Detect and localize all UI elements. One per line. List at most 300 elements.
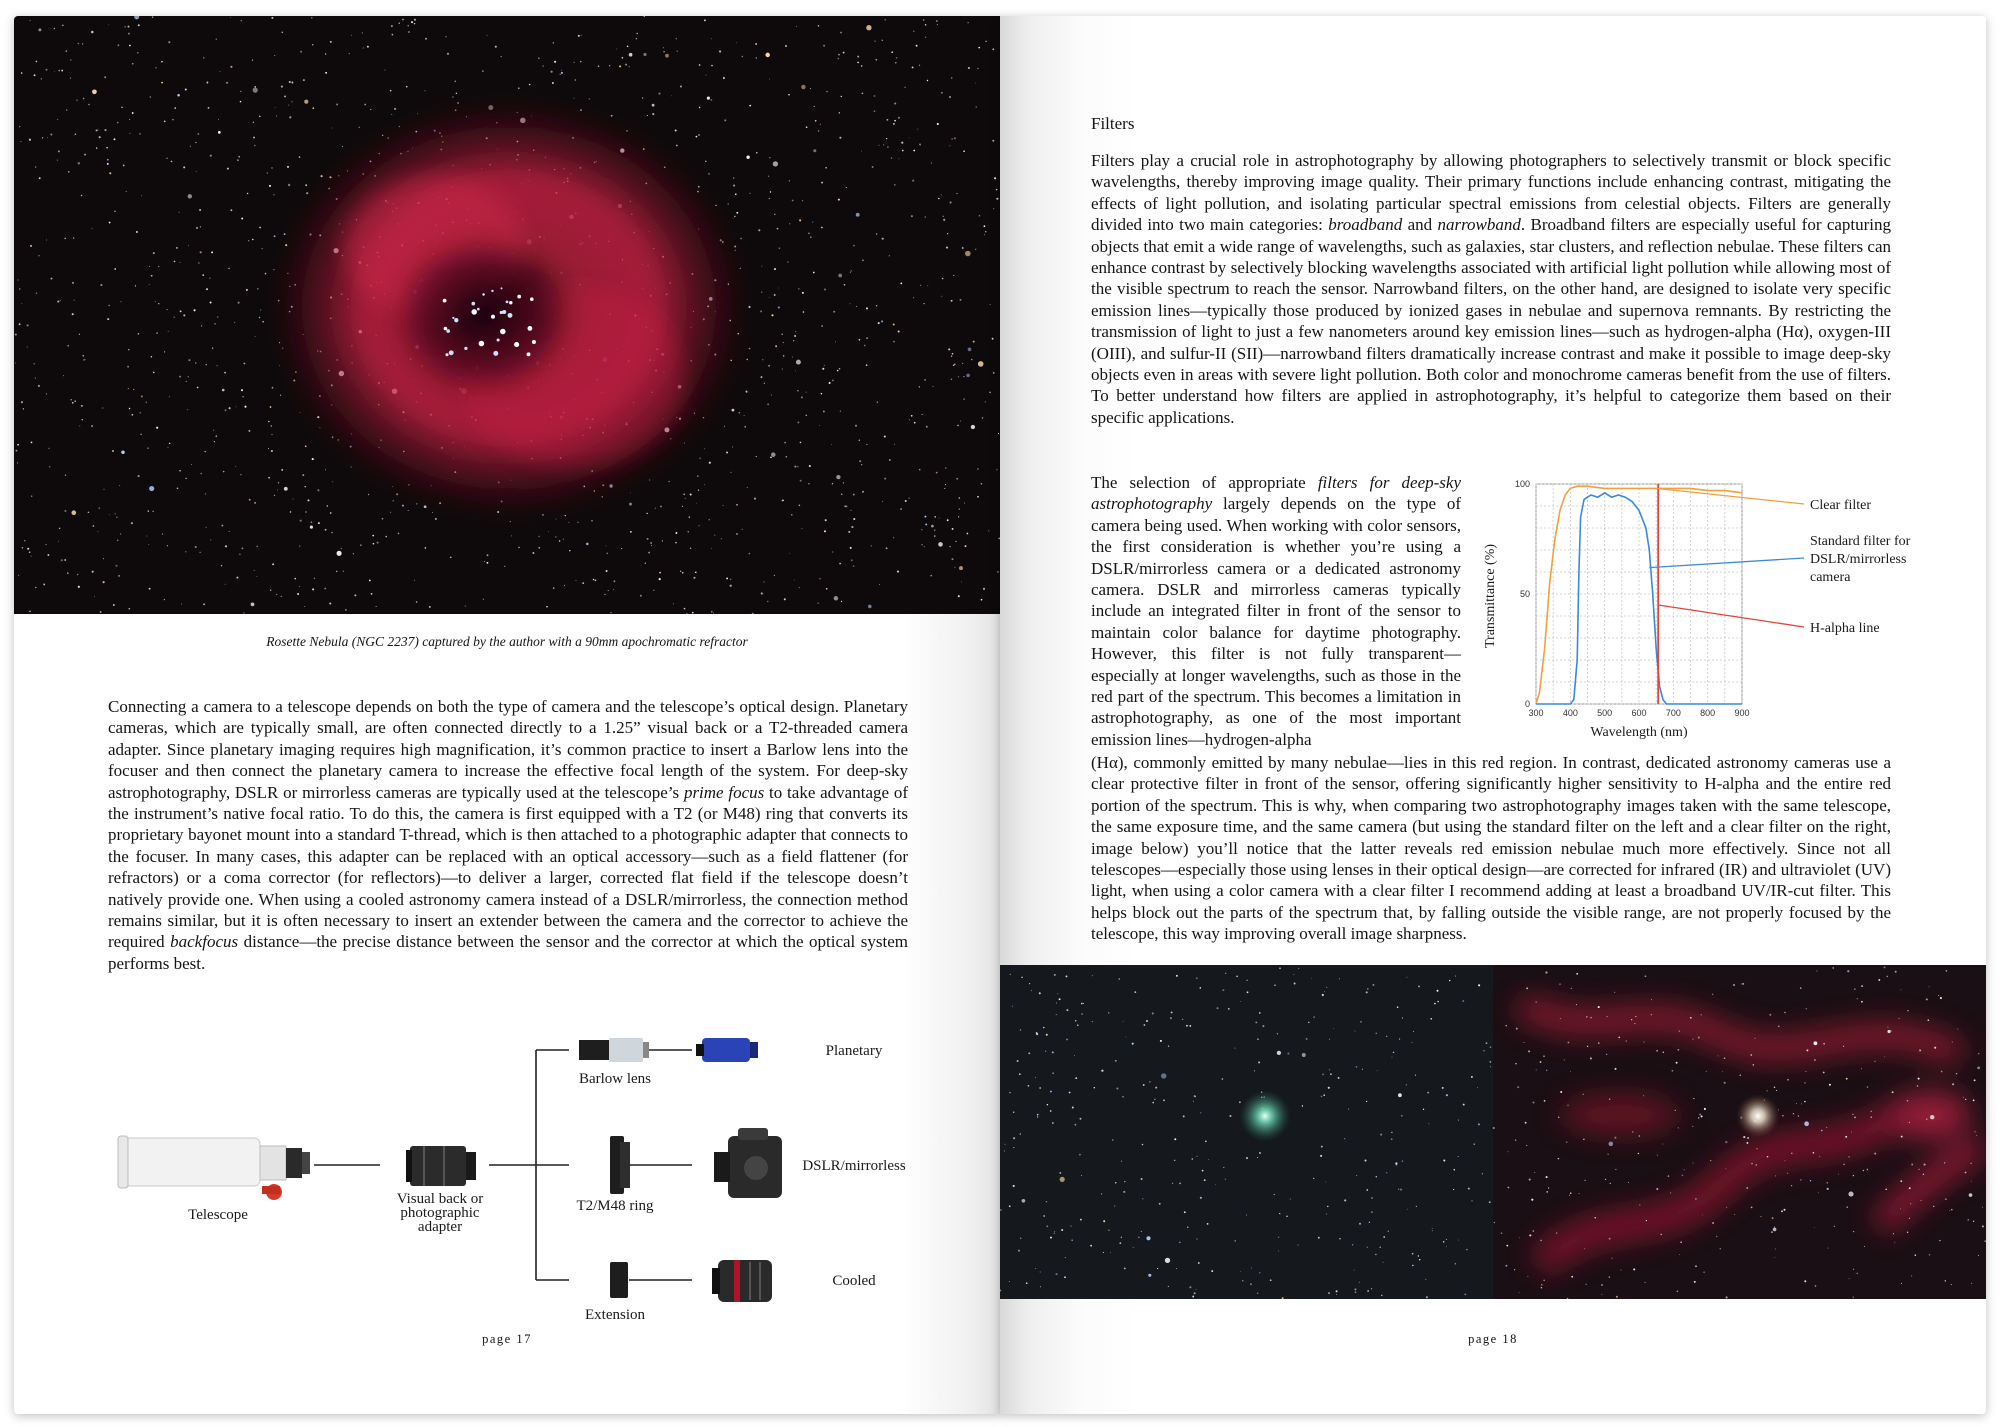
- star: [1302, 1105, 1303, 1106]
- star: [1678, 1127, 1679, 1128]
- star: [884, 19, 885, 20]
- star: [866, 25, 871, 30]
- star: [242, 396, 243, 397]
- star: [821, 182, 823, 184]
- star: [1344, 1199, 1346, 1201]
- star: [88, 511, 90, 513]
- star: [799, 587, 800, 588]
- star: [796, 26, 797, 27]
- star: [1921, 1200, 1922, 1201]
- star: [253, 122, 254, 123]
- star: [1075, 1077, 1077, 1079]
- star: [300, 520, 302, 522]
- star: [1055, 1273, 1057, 1275]
- star: [34, 74, 36, 76]
- legend-clear-filter: Clear filter: [1810, 498, 1872, 513]
- star: [1402, 1017, 1403, 1018]
- star: [1274, 985, 1275, 986]
- star: [862, 92, 864, 94]
- star: [1174, 1138, 1176, 1140]
- star: [148, 544, 149, 545]
- star: [99, 136, 101, 138]
- star: [700, 458, 701, 459]
- star: [709, 519, 710, 520]
- star: [857, 62, 859, 64]
- star: [273, 194, 274, 195]
- star: [1339, 1238, 1341, 1240]
- star: [70, 399, 71, 400]
- star: [200, 226, 201, 227]
- star: [22, 547, 23, 548]
- star: [188, 359, 190, 361]
- star: [882, 238, 884, 240]
- star: [1821, 1130, 1823, 1132]
- star: [900, 283, 902, 285]
- star: [1608, 1154, 1609, 1155]
- star: [959, 299, 961, 301]
- star: [1923, 1174, 1924, 1175]
- star: [709, 462, 711, 464]
- star: [1576, 973, 1578, 975]
- star: [29, 139, 31, 141]
- star: [1533, 1230, 1535, 1232]
- star: [838, 199, 840, 201]
- star: [169, 396, 170, 397]
- star: [1313, 1178, 1314, 1179]
- star: [254, 570, 255, 571]
- star: [1022, 1199, 1026, 1203]
- star: [1918, 1078, 1920, 1080]
- star: [734, 216, 735, 217]
- star: [825, 167, 827, 169]
- star: [91, 425, 93, 427]
- star: [770, 456, 772, 458]
- star: [83, 359, 84, 360]
- star: [1526, 1145, 1527, 1146]
- star: [952, 528, 954, 530]
- star: [950, 201, 952, 203]
- star: [1583, 1094, 1584, 1095]
- star: [1171, 1011, 1173, 1013]
- star: [650, 542, 652, 544]
- star: [128, 33, 130, 35]
- star: [1236, 975, 1238, 977]
- star: [161, 61, 163, 63]
- star: [934, 530, 935, 531]
- cooled-label: Cooled: [832, 1273, 876, 1289]
- star: [137, 52, 138, 53]
- star: [1274, 1194, 1275, 1195]
- star: [689, 516, 690, 517]
- star: [1616, 1296, 1618, 1298]
- star: [1750, 1054, 1752, 1056]
- cluster-star: [446, 329, 450, 333]
- star: [174, 261, 176, 263]
- star: [1286, 1215, 1288, 1217]
- star: [185, 88, 187, 90]
- star: [733, 177, 734, 178]
- star: [1329, 1069, 1330, 1070]
- star: [149, 588, 151, 590]
- star: [371, 593, 373, 595]
- star: [699, 107, 700, 108]
- star: [1375, 1254, 1376, 1255]
- star: [1052, 1122, 1054, 1124]
- star: [561, 70, 562, 71]
- star: [314, 578, 316, 580]
- star: [1366, 1189, 1368, 1191]
- star: [934, 516, 936, 518]
- star: [1609, 1238, 1611, 1240]
- star: [1108, 1012, 1109, 1013]
- star: [792, 357, 793, 358]
- star: [1359, 1282, 1360, 1283]
- star: [60, 300, 61, 301]
- star: [234, 322, 235, 323]
- star: [680, 571, 681, 572]
- star: [822, 368, 824, 370]
- star: [1186, 1025, 1188, 1027]
- star: [1184, 1211, 1186, 1213]
- star: [1069, 1092, 1071, 1094]
- star: [965, 545, 967, 547]
- star: [17, 444, 19, 446]
- star: [1852, 1114, 1853, 1115]
- star: [1598, 1006, 1600, 1008]
- star: [149, 486, 154, 491]
- star: [1885, 1189, 1886, 1190]
- star: [1746, 1142, 1748, 1144]
- star: [1976, 1135, 1977, 1136]
- star: [1657, 1155, 1658, 1156]
- star: [932, 386, 933, 387]
- star: [1455, 976, 1456, 977]
- star: [1449, 980, 1450, 981]
- star: [608, 590, 609, 591]
- star: [1848, 1192, 1853, 1197]
- star: [1907, 1010, 1908, 1011]
- star: [1635, 1016, 1636, 1017]
- star: [568, 522, 569, 523]
- star: [1804, 1121, 1809, 1126]
- star: [982, 417, 984, 419]
- star: [1787, 1079, 1789, 1081]
- cluster-star: [477, 308, 480, 311]
- star: [1867, 1086, 1869, 1088]
- star: [109, 172, 111, 174]
- star: [1325, 1181, 1326, 1182]
- star: [685, 498, 686, 499]
- star: [913, 150, 915, 152]
- star: [1814, 1227, 1815, 1228]
- star: [325, 469, 326, 470]
- star: [1021, 977, 1022, 978]
- star: [796, 360, 801, 365]
- star: [312, 44, 313, 45]
- star: [255, 336, 256, 337]
- star: [364, 104, 366, 106]
- star: [904, 87, 905, 88]
- star: [1720, 1248, 1721, 1249]
- star: [1159, 1203, 1161, 1205]
- star: [1854, 988, 1856, 990]
- star: [1857, 998, 1858, 999]
- star: [1122, 1096, 1124, 1098]
- star: [1515, 1139, 1517, 1141]
- star: [73, 237, 75, 239]
- star: [1698, 1036, 1700, 1038]
- legend-standard-filter-line3: camera: [1810, 570, 1851, 585]
- star: [1355, 1288, 1357, 1290]
- star: [1060, 1177, 1065, 1182]
- star: [1805, 1071, 1806, 1072]
- star: [104, 76, 106, 78]
- star: [390, 512, 391, 513]
- star: [1698, 1117, 1700, 1119]
- star: [236, 406, 237, 407]
- star: [1397, 1006, 1399, 1008]
- star: [1240, 1271, 1241, 1272]
- star: [1823, 1043, 1825, 1045]
- star: [23, 408, 24, 409]
- star: [108, 305, 109, 306]
- star: [46, 544, 47, 545]
- star: [281, 31, 283, 33]
- extension-label: Extension: [585, 1307, 645, 1323]
- star: [794, 466, 796, 468]
- star: [1818, 1192, 1819, 1193]
- star: [1371, 1211, 1372, 1212]
- star: [198, 133, 200, 135]
- star: [1121, 1237, 1122, 1238]
- star: [806, 415, 807, 416]
- star: [877, 401, 879, 403]
- star: [1546, 1070, 1547, 1071]
- star: [1846, 1078, 1848, 1080]
- star: [1933, 1206, 1934, 1207]
- star: [800, 480, 802, 482]
- star: [212, 347, 213, 348]
- star: [1519, 1292, 1520, 1293]
- filter-selection-paragraph: The selection of appropriate filters for deep-sky astrophotography largely depends on the type of camera being used. When working with color sensors, the first consideration is whether you’re using a DSLR/mirrorless camera or a dedicated astronomy camera. DSLR and mirrorless cameras typically include an integrated filter in front of the sensor to maintain color balance for daytime photography. However, this filter is not fully transparent—especially at longer wavelengths, such as those in the red part of the spectrum. This becomes a limitation in astrophotography, as one of the most important emission lines—hydrogen-alpha: [1091, 473, 1461, 749]
- star: [325, 529, 327, 531]
- star: [1294, 983, 1296, 985]
- star: [1115, 1060, 1117, 1062]
- star: [1928, 986, 1929, 987]
- star: [100, 611, 102, 613]
- star: [682, 506, 683, 507]
- star: [911, 215, 913, 217]
- star: [851, 270, 852, 271]
- star: [1938, 995, 1939, 996]
- star: [1861, 1068, 1862, 1069]
- star: [169, 443, 171, 445]
- star: [936, 20, 938, 22]
- star: [1202, 1170, 1204, 1172]
- star: [1143, 1084, 1145, 1086]
- star: [1134, 991, 1136, 993]
- star: [1148, 1274, 1151, 1277]
- star: [733, 185, 735, 187]
- star: [769, 297, 770, 298]
- star: [253, 137, 255, 139]
- star: [1383, 1236, 1385, 1238]
- star: [172, 119, 174, 121]
- star: [971, 425, 975, 429]
- star: [1354, 1270, 1355, 1271]
- star: [15, 334, 17, 336]
- star: [1951, 1284, 1952, 1285]
- star: [1029, 983, 1030, 984]
- star: [983, 588, 985, 590]
- star: [1018, 1250, 1020, 1252]
- cluster-star: [491, 315, 495, 319]
- star: [586, 543, 589, 546]
- cooled-camera-icon: [712, 1260, 772, 1302]
- star: [190, 146, 191, 147]
- star: [1952, 1083, 1954, 1085]
- star: [1000, 1209, 1002, 1211]
- star: [486, 562, 488, 564]
- star: [1586, 1016, 1588, 1018]
- star: [1963, 1097, 1964, 1098]
- star: [785, 45, 787, 47]
- star: [1699, 1114, 1701, 1116]
- star: [1059, 998, 1061, 1000]
- star: [1571, 1276, 1573, 1278]
- star: [96, 147, 97, 148]
- star: [1900, 989, 1901, 990]
- star: [886, 138, 887, 139]
- star: [1847, 1207, 1848, 1208]
- star: [837, 370, 838, 371]
- star: [107, 163, 109, 165]
- star: [1054, 1233, 1055, 1234]
- star: [730, 585, 732, 587]
- star: [971, 359, 973, 361]
- star: [1458, 1156, 1459, 1157]
- star: [925, 217, 926, 218]
- star: [179, 376, 181, 378]
- star: [398, 533, 400, 535]
- star: [195, 362, 196, 363]
- star: [954, 567, 955, 568]
- star: [569, 550, 570, 551]
- star: [1395, 1164, 1397, 1166]
- star: [850, 547, 852, 549]
- star: [1590, 1017, 1592, 1019]
- star: [1194, 1292, 1196, 1294]
- star: [1946, 970, 1948, 972]
- star: [310, 526, 313, 529]
- star: [810, 236, 812, 238]
- star: [292, 498, 293, 499]
- star: [177, 94, 180, 97]
- star: [1632, 1131, 1634, 1133]
- star: [237, 159, 239, 161]
- star: [936, 472, 938, 474]
- star: [46, 393, 47, 394]
- star: [308, 499, 310, 501]
- star: [1012, 1006, 1013, 1007]
- star: [136, 231, 138, 233]
- star: [36, 292, 38, 294]
- star: [941, 296, 942, 297]
- star: [211, 251, 213, 253]
- star: [1462, 1000, 1464, 1002]
- star: [1110, 1252, 1111, 1253]
- star: [591, 520, 593, 522]
- star: [575, 79, 576, 80]
- star: [58, 150, 60, 152]
- star: [598, 65, 600, 67]
- star: [1924, 1164, 1926, 1166]
- star: [1529, 1234, 1531, 1236]
- star: [257, 288, 258, 289]
- star: [1598, 1042, 1599, 1043]
- cluster-star: [509, 301, 512, 304]
- star: [902, 150, 904, 152]
- star: [1239, 1101, 1241, 1103]
- cluster-star: [491, 290, 493, 292]
- star: [721, 538, 722, 539]
- star: [39, 177, 41, 179]
- star: [744, 426, 746, 428]
- star: [713, 613, 714, 614]
- star: [1796, 1103, 1797, 1104]
- star: [1446, 1094, 1448, 1096]
- star: [54, 71, 55, 72]
- star: [1179, 1241, 1181, 1243]
- star: [102, 408, 103, 409]
- star: [176, 247, 178, 249]
- star: [876, 233, 877, 234]
- star: [1634, 1023, 1635, 1024]
- star: [1328, 1087, 1330, 1089]
- star: [179, 212, 180, 213]
- star: [769, 198, 770, 199]
- star: [1783, 1209, 1785, 1211]
- star: [1367, 1290, 1369, 1292]
- star: [1871, 1111, 1872, 1112]
- star: [220, 71, 221, 72]
- star: [851, 559, 853, 561]
- star: [206, 288, 208, 290]
- star: [543, 66, 544, 67]
- star: [1887, 1030, 1890, 1033]
- star: [840, 411, 841, 412]
- star: [1819, 1156, 1820, 1157]
- star: [749, 553, 751, 555]
- star: [941, 92, 943, 94]
- cluster-star: [517, 295, 521, 299]
- star: [1887, 976, 1889, 978]
- star: [129, 45, 131, 47]
- star: [394, 108, 396, 110]
- star: [1050, 1237, 1052, 1239]
- star: [1222, 989, 1224, 991]
- star: [21, 303, 22, 304]
- star: [1200, 1197, 1202, 1199]
- star: [1189, 1286, 1191, 1288]
- star: [825, 519, 827, 521]
- star: [988, 530, 989, 531]
- star: [1733, 984, 1735, 986]
- star: [43, 583, 45, 585]
- star: [185, 551, 186, 552]
- star: [730, 579, 731, 580]
- star: [1827, 1188, 1829, 1190]
